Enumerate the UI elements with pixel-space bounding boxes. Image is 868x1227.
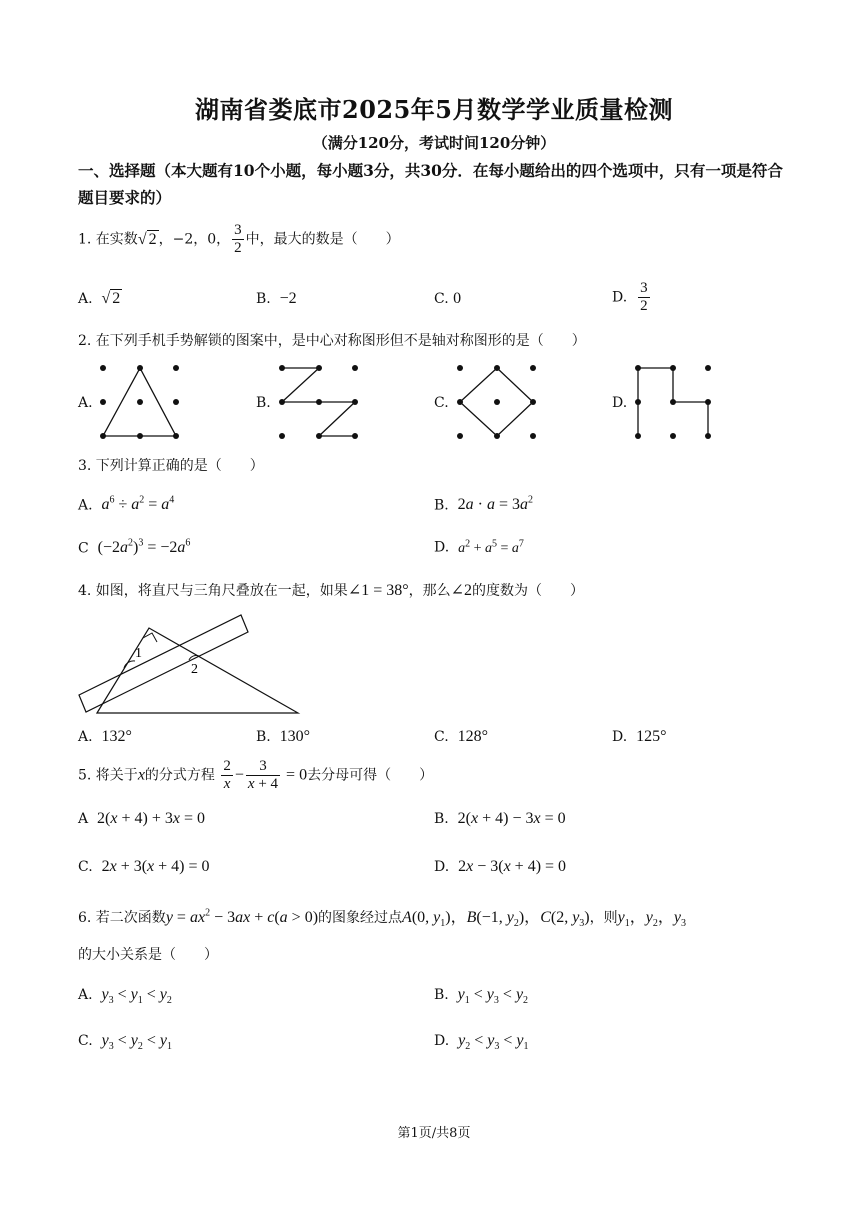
q6-option-c: C. $y_3 < y_2 < y_1$ bbox=[78, 1032, 172, 1053]
q3-option-b: B. $2a \cdot a = 3a^2$ bbox=[434, 495, 534, 514]
q4-figure bbox=[75, 612, 255, 722]
q1-suffix: 中，最大的数是（ ） bbox=[245, 231, 400, 248]
svg-text:2: 2 bbox=[191, 662, 198, 677]
q4-option-d: D. 125° bbox=[612, 728, 667, 745]
q2-option-c-label: C. bbox=[434, 395, 449, 411]
q2-pattern-b bbox=[274, 360, 364, 445]
q2-option-d-label: D. bbox=[612, 395, 628, 411]
svg-text:1: 1 bbox=[135, 646, 142, 661]
q6-option-b: B. $y_1 < y_3 < y_2$ bbox=[434, 986, 529, 1007]
q1-option-d: D. $\frac{3}{2}$ bbox=[612, 280, 648, 314]
page-subtitle: （满分120分，考试时间120分钟） bbox=[312, 134, 556, 152]
q5-option-b: B. 2(x + 4) − 3x = 0 bbox=[434, 810, 566, 827]
q4-option-a: A. 132° bbox=[78, 728, 132, 745]
q4-angle1: ∠1 = 38° bbox=[347, 582, 409, 599]
q1-prefix: 1. 在实数 bbox=[78, 231, 138, 248]
q2-option-b-label: B. bbox=[256, 395, 271, 411]
q4-option-b: B. 130° bbox=[256, 728, 311, 745]
q5-option-d: D. 2x − 3(x + 4) = 0 bbox=[434, 858, 567, 875]
q2-option-a-label: A. bbox=[78, 395, 93, 411]
q6-option-d: D. $y_2 < y_3 < y_1$ bbox=[434, 1032, 529, 1053]
page-title: 湖南省娄底市2025年5月数学学业质量检测 bbox=[195, 95, 673, 124]
q6-option-a: A. $y_3 < y_1 < y_2$ bbox=[78, 986, 172, 1007]
section-heading: 一、选择题（本大题有10个小题，每小题3分，共30分．在每小题给出的四个选项中，只有一项是符合题目要求的） bbox=[78, 161, 783, 207]
question-5: 5. 将关于x的分式方程 $\frac{2}{x}$ − $\frac{3}{x + 4}$ = 0去分母可得（ ） bbox=[78, 758, 434, 792]
q2-pattern-d bbox=[630, 360, 720, 445]
question-3: 3. 下列计算正确的是（ ） bbox=[78, 458, 264, 474]
q1-option-c: C. 0 bbox=[434, 290, 462, 307]
q1-option-b: B. −2 bbox=[256, 290, 297, 307]
q5-option-c: C. 2x + 3(x + 4) = 0 bbox=[78, 858, 210, 875]
question-6-line2: 的大小关系是（ ） bbox=[78, 947, 218, 963]
q3-option-d: D. $a^2 + a^5 = a^7$ bbox=[434, 538, 524, 556]
q5-option-a: A 2(x + 4) + 3x = 0 bbox=[78, 810, 205, 827]
q4-option-c: C. 128° bbox=[434, 728, 488, 745]
q4-angle2: ∠2 bbox=[450, 582, 473, 599]
question-4: 4. 如图，将直尺与三角尺叠放在一起，如果∠1 = 38°，那么∠2的度数为（ ） bbox=[78, 582, 585, 599]
q1-fraction: $\frac{3}{2}$ bbox=[234, 222, 242, 256]
q2-pattern-a bbox=[95, 360, 185, 445]
question-6: 6. 若二次函数$y = ax^2 - 3ax + c(a > 0)$的图象经过点A(0, $y_1$)，B(−1, $y_2$)，C(2, $y_3$)，则$y_1$，$y_2$，$y_3$ bbox=[78, 907, 686, 930]
question-2: 2. 在下列手机手势解锁的图案中，是中心对称图形但不是轴对称图形的是（ ） bbox=[78, 333, 586, 349]
q3-option-c: C $(-2a^2)^3 = -2a^6$ bbox=[78, 538, 191, 557]
q1-mid: ，−2，0， bbox=[158, 231, 231, 248]
q1-option-a: A. √ 2 bbox=[78, 290, 121, 307]
q1-sqrt: √ 2 bbox=[137, 230, 157, 248]
q2-pattern-c bbox=[452, 360, 542, 445]
q3-option-a: A. $a^6 \div a^2 = a^4$ bbox=[78, 495, 175, 514]
page-footer: 第1页/共8页 bbox=[397, 1126, 471, 1141]
question-1 bbox=[78, 222, 400, 257]
